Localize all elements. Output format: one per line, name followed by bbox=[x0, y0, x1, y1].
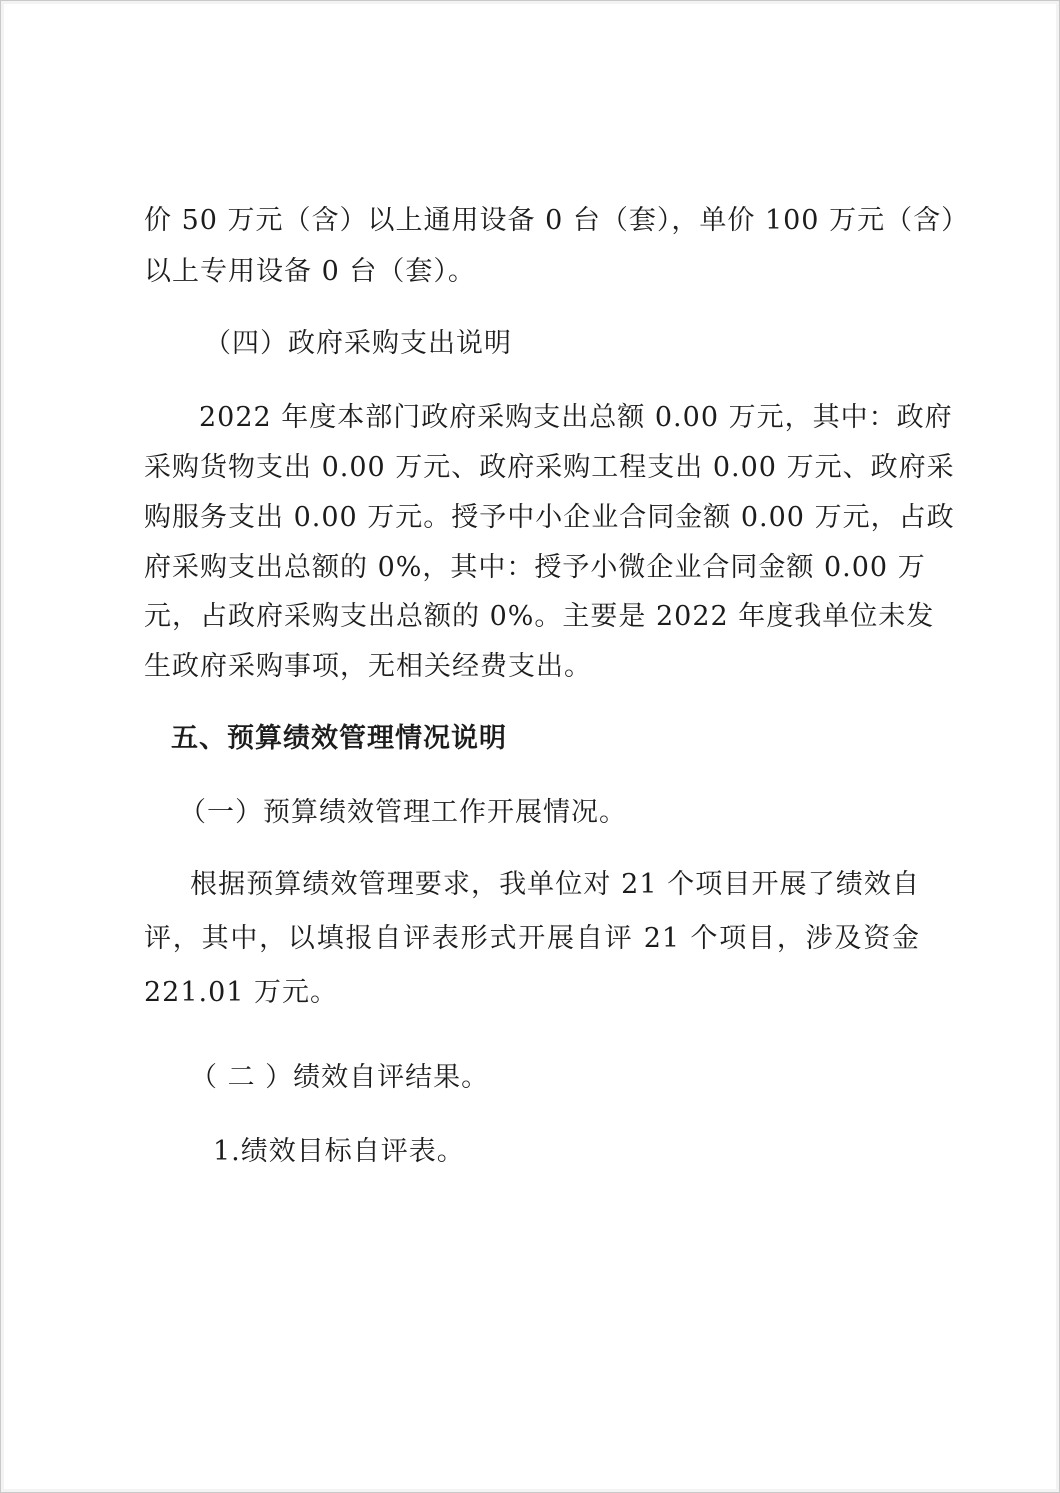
equipment-text-line-1: 价 50 万元（含）以上通用设备 0 台（套），单价 100 万元（含） bbox=[144, 205, 970, 236]
performance-text-line-1: 根据预算绩效管理要求，我单位对 21 个项目开展了绩效自 bbox=[190, 869, 920, 900]
procurement-text-line-5: 元，占政府采购支出总额的 0%。主要是 2022 年度我单位未发 bbox=[144, 601, 935, 632]
subsection-2-heading: （ 二 ）绩效自评结果。 bbox=[190, 1062, 490, 1093]
performance-text-line-3: 221.01 万元。 bbox=[144, 977, 339, 1008]
procurement-text-line-3: 购服务支出 0.00 万元。授予中小企业合同金额 0.00 万元，占政 bbox=[144, 502, 955, 533]
procurement-text-line-2: 采购货物支出 0.00 万元、政府采购工程支出 0.00 万元、政府采 bbox=[144, 452, 955, 483]
performance-text-line-2: 评，其中，以填报自评表形式开展自评 21 个项目，涉及资金 bbox=[144, 923, 920, 954]
procurement-text-line-4: 府采购支出总额的 0%，其中：授予小微企业合同金额 0.00 万 bbox=[144, 552, 926, 583]
section-5-heading: 五、预算绩效管理情况说明 bbox=[171, 723, 507, 754]
procurement-text-line-6: 生政府采购事项，无相关经费支出。 bbox=[144, 651, 592, 682]
item-1-heading: 1.绩效目标自评表。 bbox=[213, 1136, 465, 1167]
equipment-text-line-2: 以上专用设备 0 台（套）。 bbox=[144, 256, 476, 287]
subsection-1-heading: （一）预算绩效管理工作开展情况。 bbox=[179, 797, 627, 828]
procurement-text-line-1: 2022 年度本部门政府采购支出总额 0.00 万元，其中：政府 bbox=[199, 402, 953, 433]
section-4-heading: （四）政府采购支出说明 bbox=[204, 328, 512, 359]
